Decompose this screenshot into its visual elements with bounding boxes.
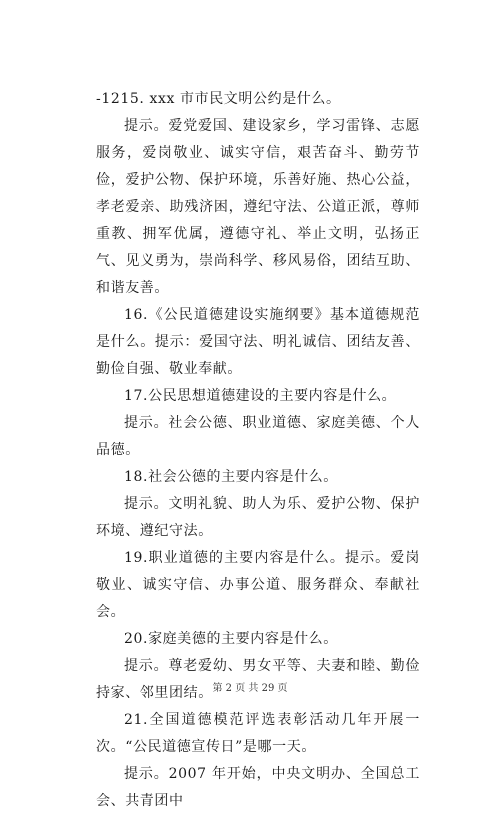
question-16-text: 16.《公民道德建设实施纲要》基本道德规范是什么。提示：爱国守法、明礼诚信、团结友善、勤俭自强、敬业奉献。 xyxy=(96,307,420,377)
question-15-title: -1215. xxx 市市民文明公约是什么。 xyxy=(96,91,341,107)
answer-20-text: 提示。尊老爱幼、男女平等、夫妻和睦、勤俭持家、邻里团结。 xyxy=(96,658,420,701)
document-body xyxy=(96,86,420,815)
answer-18-text: 提示。文明礼貌、助人为乐、爱护公物、保护环境、遵纪守法。 xyxy=(96,496,420,539)
answer-17-text: 提示。社会公德、职业道德、家庭美德、个人品德。 xyxy=(96,415,420,458)
question-21-title: 21.全国道德模范评选表彰活动几年开展一次。“公民道德宣传日”是哪一天。 xyxy=(96,712,420,755)
question-17-title: 17.公民思想道德建设的主要内容是什么。 xyxy=(124,388,397,404)
question-20-title: 20.家庭美德的主要内容是什么。 xyxy=(124,631,338,647)
answer-21-text: 提示。2007 年开始，中央文明办、全国总工会、共青团中 xyxy=(96,766,420,809)
question-19-text: 19.职业道德的主要内容是什么。提示。爱岗敬业、诚实守信、办事公道、服务群众、奉献社会。 xyxy=(96,550,420,620)
page-footer: 第 2 页 共 29 页 xyxy=(212,683,288,694)
question-18-title: 18.社会公德的主要内容是什么。 xyxy=(124,469,338,485)
answer-15-text: 提示。爱党爱国、建设家乡，学习雷锋、志愿服务，爱岗敬业、诚实守信，艰苦奋斗、勤劳节俭，爱护公物、保护环境，乐善好施、热心公益，孝老爱亲、助残济困，遵纪守法、公道正派，尊师重教、拥军优属，遵德守礼、举止文明，弘扬正气、见义勇为，崇尚科学、移风易俗，团结互助、和谐友善。 xyxy=(96,118,420,296)
